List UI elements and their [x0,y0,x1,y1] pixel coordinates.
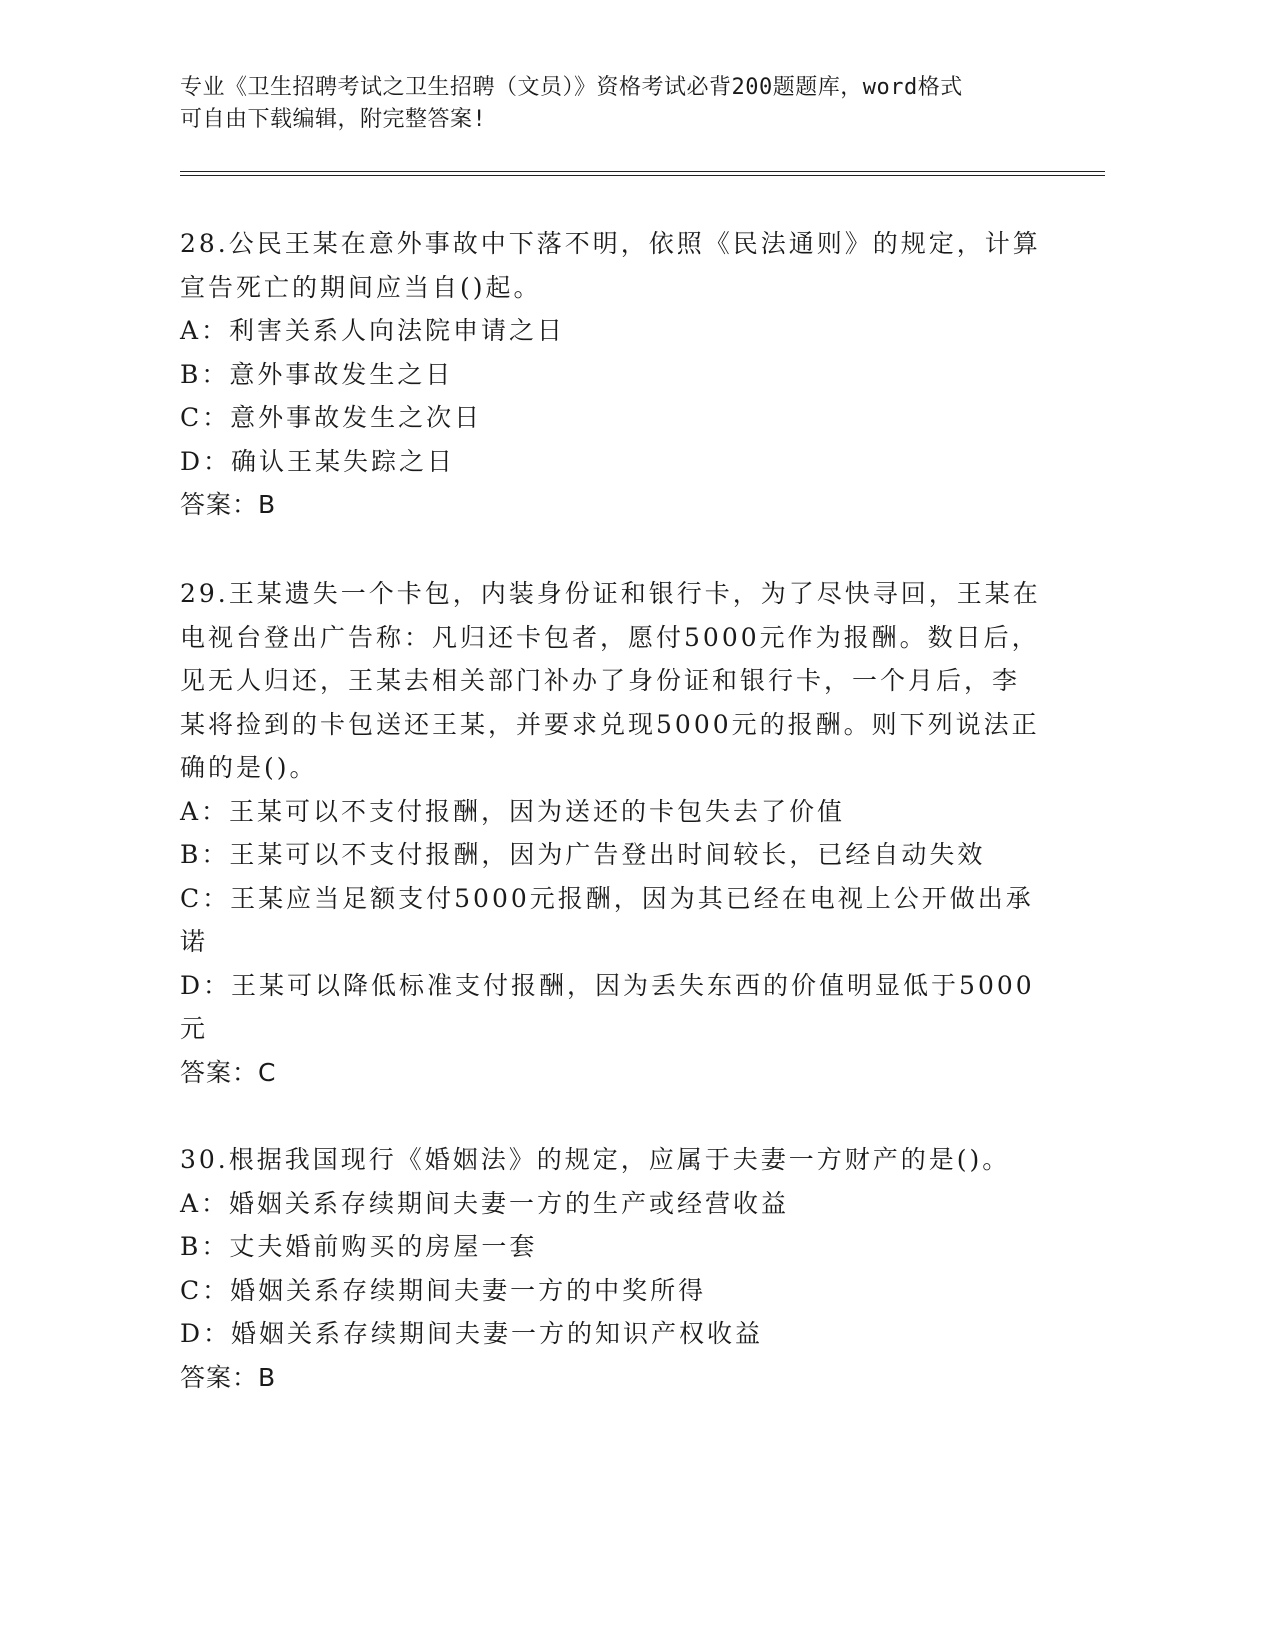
question-stem-line: 29.王某遗失一个卡包，内装身份证和银行卡，为了尽快寻回，王某在 [180,579,1041,608]
answer-label: 答案：B [180,1362,277,1392]
question-stem-line: 宣告死亡的期间应当自()起。 [180,272,542,302]
question-stem-line: 见无人归还，王某去相关部门补办了身份证和银行卡，一个月后，李 [180,666,1021,695]
option-d: D：王某可以降低标准支付报酬，因为丢失东西的价值明显低于5000 [180,970,1035,1000]
question-stem-line: 确的是()。 [180,753,318,782]
option-d: D：确认王某失踪之日 [180,446,456,476]
option-c-continuation: 诺 [180,927,209,956]
option-a: A：利害关系人向法院申请之日 [180,316,566,345]
question-28 [180,222,1080,527]
question-stem-line: 某将捡到的卡包送还王某，并要求兑现5000元的报酬。则下列说法正 [180,709,1040,739]
option-c: C：意外事故发生之次日 [180,403,483,432]
header-divider-bottom [180,175,1105,176]
question-29 [180,572,1080,1094]
header-divider-top [180,171,1105,172]
answer-label: 答案：C [180,1057,277,1087]
header-title-line-2: 可自由下载编辑，附完整答案! [180,107,487,132]
header-title-line-1: 专业《卫生招聘考试之卫生招聘（文员）》资格考试必背200题题库，word格式 [180,75,963,100]
answer-label: 答案：B [180,490,277,519]
question-stem-line: 30.根据我国现行《婚姻法》的规定，应属于夫妻一方财产的是()。 [180,1145,1011,1174]
option-b: B：丈夫婚前购买的房屋一套 [180,1232,538,1261]
question-stem-line: 28.公民王某在意外事故中下落不明，依照《民法通则》的规定，计算 [180,229,1041,258]
question-30 [180,1138,1080,1399]
option-b: B：意外事故发生之日 [180,359,454,389]
option-c: C：王某应当足额支付5000元报酬，因为其已经在电视上公开做出承 [180,883,1034,913]
question-stem-line: 电视台登出广告称：凡归还卡包者，愿付5000元作为报酬。数日后， [180,622,1040,652]
option-c: C：婚姻关系存续期间夫妻一方的中奖所得 [180,1275,707,1305]
option-a: A：婚姻关系存续期间夫妻一方的生产或经营收益 [180,1188,790,1218]
document-header [180,72,1080,136]
option-d: D：婚姻关系存续期间夫妻一方的知识产权收益 [180,1319,764,1348]
option-a: A：王某可以不支付报酬，因为送还的卡包失去了价值 [180,796,846,826]
option-d-continuation: 元 [180,1014,209,1043]
option-b: B：王某可以不支付报酬，因为广告登出时间较长，已经自动失效 [180,840,986,869]
